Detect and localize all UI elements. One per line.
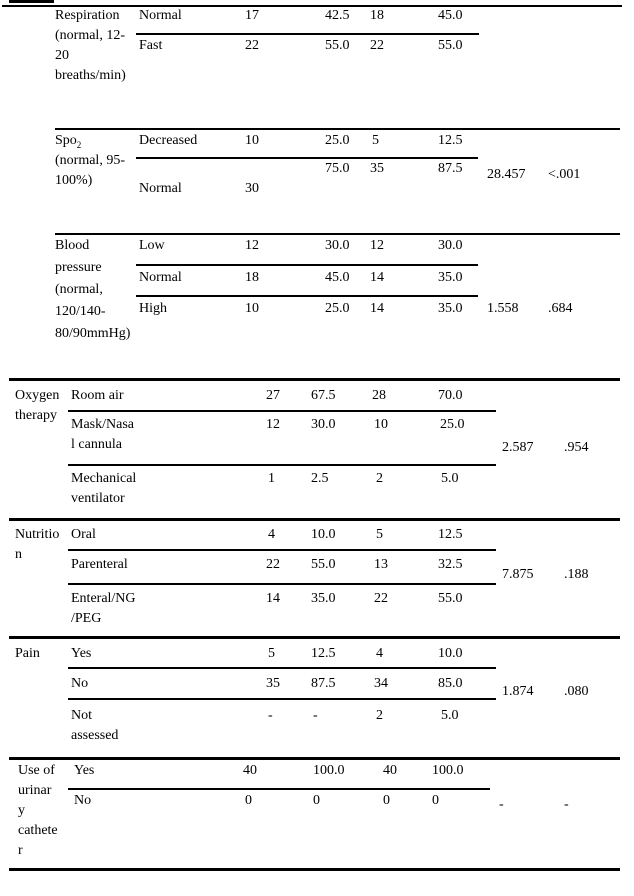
table-rule-top: [2, 5, 622, 7]
variable-label-line: Pain: [15, 646, 40, 661]
count-cell: 40: [243, 763, 257, 778]
percent-cell: 30.0: [325, 238, 350, 253]
variable-label-line: r: [18, 843, 23, 858]
count-cell: 18: [245, 270, 259, 285]
percent-cell: 55.0: [325, 38, 350, 53]
percent-cell: 5.0: [441, 708, 459, 723]
variable-label-line: 80/90mmHg): [55, 326, 131, 341]
count-cell: 18: [370, 8, 384, 23]
section-divider: [9, 378, 620, 381]
percent-cell: 2.5: [311, 471, 329, 486]
variable-label-line: Respiration: [55, 8, 120, 23]
section-divider: [55, 128, 620, 130]
chi-square-value: 7.875: [502, 567, 534, 582]
category-label: Yes: [71, 646, 92, 661]
variable-label-line: (normal,: [55, 282, 103, 297]
count-cell: 28: [372, 388, 386, 403]
variable-label-line: n: [15, 547, 22, 562]
count-cell: 13: [374, 557, 388, 572]
count-cell: 2: [376, 708, 383, 723]
variable-label-line: y: [18, 803, 25, 818]
count-cell: 12: [370, 238, 384, 253]
count-cell: 10: [245, 301, 259, 316]
percent-cell: 0: [313, 793, 320, 808]
p-value: <.001: [548, 167, 581, 182]
percent-cell: 10.0: [438, 646, 463, 661]
variable-label-line: 100%): [55, 173, 93, 188]
variable-label-line: urinar: [18, 783, 52, 798]
row-divider: [136, 33, 479, 35]
row-divider: [68, 583, 496, 585]
row-divider: [136, 264, 478, 266]
row-divider: [136, 157, 478, 159]
category-label: Fast: [139, 38, 163, 53]
percent-cell: 5.0: [441, 471, 459, 486]
variable-label-line: therapy: [15, 408, 57, 423]
variable-label-line: Use of: [18, 763, 55, 778]
percent-cell: 25.0: [325, 301, 350, 316]
category-label: Enteral/NG: [71, 591, 136, 606]
row-divider: [68, 667, 496, 669]
count-cell: 17: [245, 8, 259, 23]
category-label: Normal: [139, 8, 182, 23]
count-cell: 4: [268, 527, 275, 542]
category-label: l cannula: [71, 437, 122, 452]
p-value: .954: [564, 440, 589, 455]
variable-label-line: (normal, 95-: [55, 153, 125, 168]
count-cell: 30: [245, 181, 259, 196]
percent-cell: 30.0: [311, 417, 336, 432]
section-divider: [55, 233, 620, 235]
page-edge-artifact: [9, 0, 54, 3]
variable-label-line: Blood: [55, 238, 90, 253]
percent-cell: 70.0: [438, 388, 463, 403]
category-label: High: [139, 301, 167, 316]
category-label: Normal: [139, 181, 182, 196]
category-label: No: [74, 793, 92, 808]
count-cell: 1: [268, 471, 275, 486]
count-cell: 35: [370, 161, 384, 176]
percent-cell: 42.5: [325, 8, 350, 23]
percent-cell: 0: [432, 793, 439, 808]
percent-cell: -: [313, 708, 318, 723]
row-divider: [136, 295, 478, 297]
variable-label-line: breaths/min): [55, 68, 126, 83]
category-label: No: [71, 676, 89, 691]
percent-cell: 35.0: [438, 301, 463, 316]
section-divider: [9, 636, 620, 639]
category-label: Oral: [71, 527, 96, 542]
count-cell: 10: [245, 133, 259, 148]
count-cell: 27: [266, 388, 280, 403]
percent-cell: 30.0: [438, 238, 463, 253]
p-value: -: [564, 797, 569, 812]
count-cell: 5: [268, 646, 275, 661]
percent-cell: 75.0: [325, 161, 350, 176]
chi-square-value: 28.457: [487, 167, 526, 182]
p-value: .080: [564, 684, 589, 699]
row-divider: [68, 464, 496, 466]
category-label: Normal: [139, 270, 182, 285]
percent-cell: 45.0: [325, 270, 350, 285]
count-cell: 35: [266, 676, 280, 691]
percent-cell: 45.0: [438, 8, 463, 23]
percent-cell: 87.5: [311, 676, 336, 691]
percent-cell: 85.0: [438, 676, 463, 691]
percent-cell: 100.0: [432, 763, 464, 778]
percent-cell: 12.5: [438, 527, 463, 542]
count-cell: 14: [370, 301, 384, 316]
percent-cell: 55.0: [438, 38, 463, 53]
percent-cell: 10.0: [311, 527, 336, 542]
variable-label-line: 120/140-: [55, 304, 106, 319]
count-cell: 34: [374, 676, 388, 691]
count-cell: 4: [376, 646, 383, 661]
count-cell: 22: [245, 38, 259, 53]
variable-label-line: Oxygen: [15, 388, 60, 403]
chi-square-value: 2.587: [502, 440, 534, 455]
row-divider: [68, 698, 496, 700]
category-label: Mask/Nasa: [71, 417, 134, 432]
category-label: Not: [71, 708, 92, 723]
percent-cell: 67.5: [311, 388, 336, 403]
category-label: assessed: [71, 728, 119, 743]
count-cell: 0: [383, 793, 390, 808]
count-cell: 22: [370, 38, 384, 53]
p-value: .188: [564, 567, 589, 582]
variable-label-line: (normal, 12-: [55, 28, 125, 43]
chi-square-value: 1.558: [487, 301, 519, 316]
percent-cell: 35.0: [438, 270, 463, 285]
percent-cell: 87.5: [438, 161, 463, 176]
p-value: .684: [548, 301, 573, 316]
section-divider: [9, 757, 620, 760]
category-label: Low: [139, 238, 165, 253]
count-cell: 2: [376, 471, 383, 486]
category-label: Decreased: [139, 133, 198, 148]
row-divider: [68, 549, 496, 551]
percent-cell: 35.0: [311, 591, 336, 606]
count-cell: 5: [372, 133, 379, 148]
percent-cell: 12.5: [311, 646, 336, 661]
category-label: Mechanical: [71, 471, 137, 486]
row-divider: [68, 410, 496, 412]
count-cell: 0: [245, 793, 252, 808]
percent-cell: 32.5: [438, 557, 463, 572]
section-divider: [9, 518, 620, 521]
percent-cell: 25.0: [440, 417, 465, 432]
percent-cell: 25.0: [325, 133, 350, 148]
spo2-base: Spo: [55, 133, 77, 148]
percent-cell: 55.0: [438, 591, 463, 606]
row-divider: [68, 788, 490, 790]
count-cell: 40: [383, 763, 397, 778]
variable-label-line: [55, 133, 81, 150]
count-cell: 22: [266, 557, 280, 572]
percent-cell: 12.5: [438, 133, 463, 148]
count-cell: 14: [370, 270, 384, 285]
count-cell: 14: [266, 591, 280, 606]
category-label: /PEG: [71, 611, 102, 626]
count-cell: 5: [376, 527, 383, 542]
category-label: Yes: [74, 763, 95, 778]
percent-cell: 100.0: [313, 763, 345, 778]
count-cell: 10: [374, 417, 388, 432]
category-label: ventilator: [71, 491, 125, 506]
table-rule-bottom: [9, 868, 620, 871]
category-label: Parenteral: [71, 557, 128, 572]
variable-label-line: cathete: [18, 823, 58, 838]
percent-cell: 55.0: [311, 557, 336, 572]
variable-label-line: 20: [55, 48, 69, 63]
chi-square-value: 1.874: [502, 684, 534, 699]
count-cell: 12: [266, 417, 280, 432]
spo2-subscript: 2: [76, 139, 82, 150]
count-cell: 12: [245, 238, 259, 253]
count-cell: 22: [374, 591, 388, 606]
variable-label-line: pressure: [55, 260, 102, 275]
count-cell: -: [268, 708, 273, 723]
chi-square-value: -: [499, 797, 504, 812]
variable-label-line: Nutritio: [15, 527, 60, 542]
category-label: Room air: [71, 388, 124, 403]
